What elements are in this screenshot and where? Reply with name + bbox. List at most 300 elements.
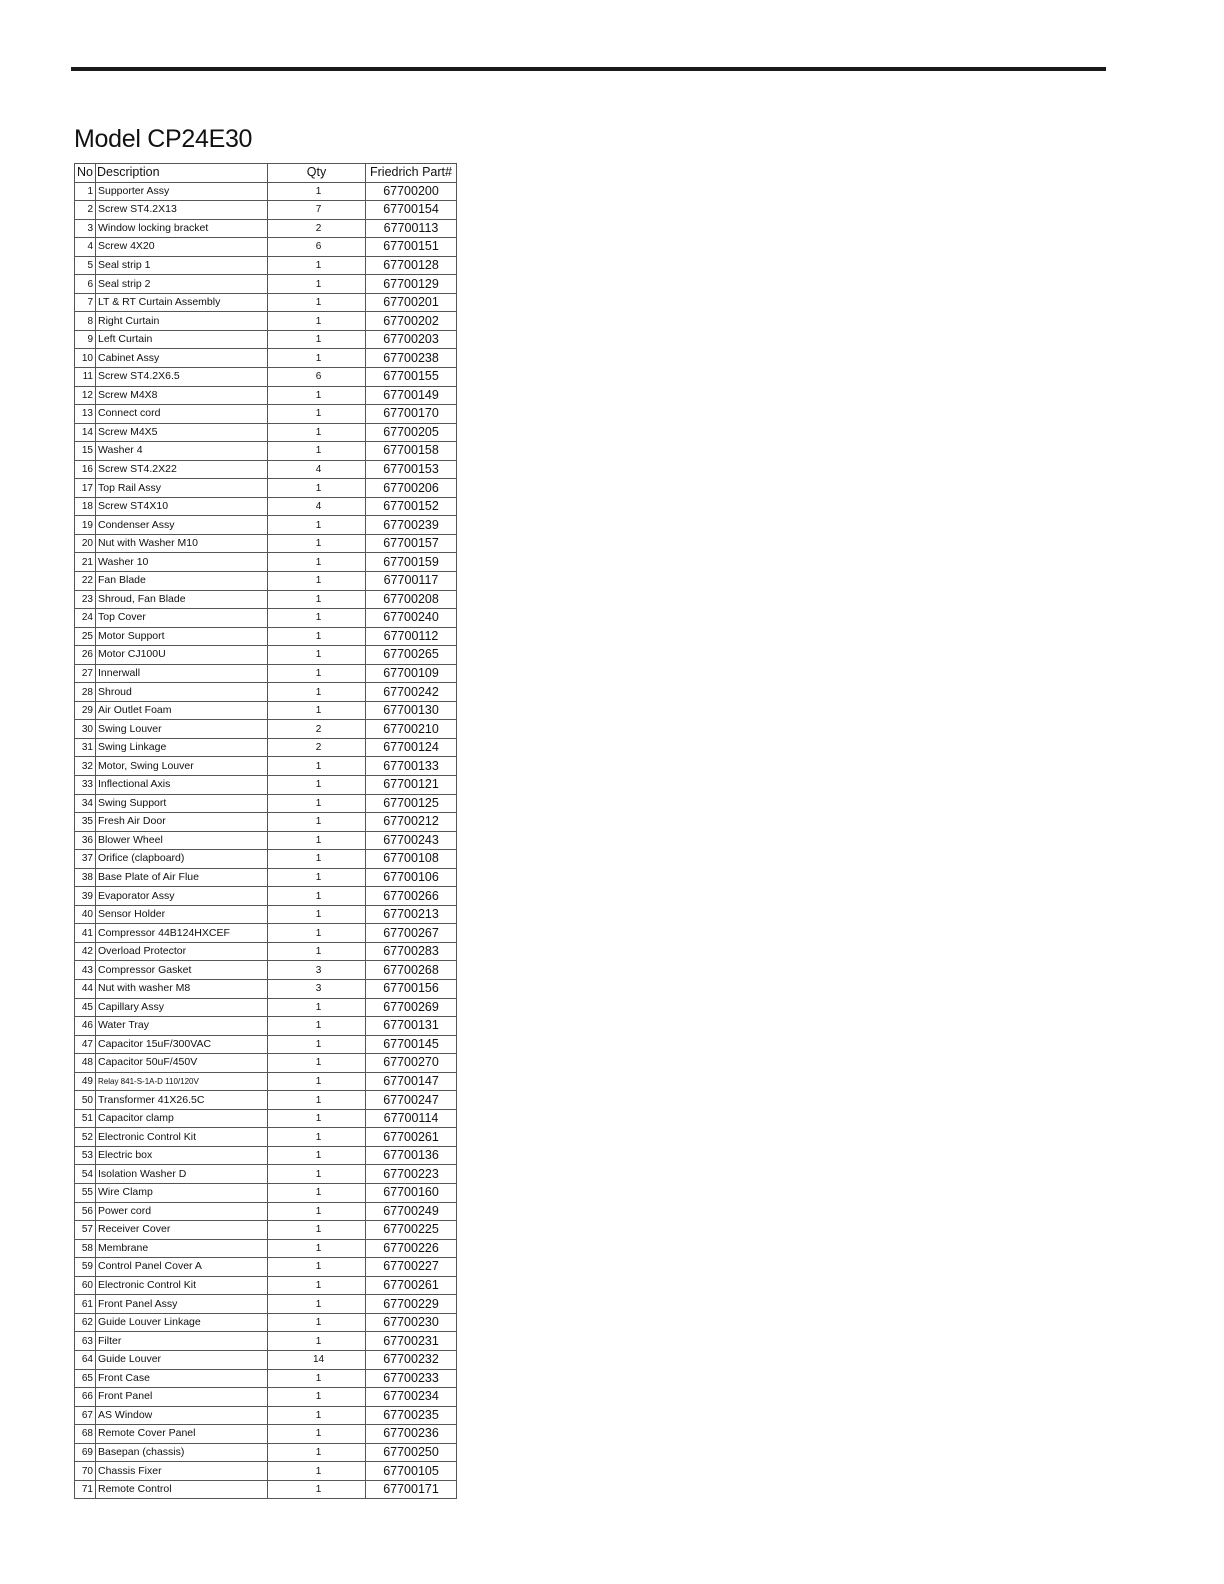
table-row xyxy=(75,1184,457,1203)
cell-description: Nut with Washer M10 xyxy=(96,534,268,553)
cell-description: Capacitor 50uF/450V xyxy=(96,1054,268,1073)
table-row xyxy=(75,330,457,349)
cell-part-number: 67700232 xyxy=(366,1350,457,1369)
cell-qty: 7 xyxy=(268,201,366,220)
cell-part-number: 67700210 xyxy=(366,720,457,739)
cell-description: Guide Louver xyxy=(96,1350,268,1369)
cell-part-number: 67700261 xyxy=(366,1276,457,1295)
cell-no: 44 xyxy=(75,980,96,999)
table-row xyxy=(75,794,457,813)
cell-no: 8 xyxy=(75,312,96,331)
cell-description: Washer 4 xyxy=(96,442,268,461)
cell-no: 51 xyxy=(75,1109,96,1128)
cell-description: Shroud xyxy=(96,683,268,702)
table-row xyxy=(75,219,457,238)
cell-part-number: 67700233 xyxy=(366,1369,457,1388)
cell-description: Membrane xyxy=(96,1239,268,1258)
cell-description: Sensor Holder xyxy=(96,905,268,924)
cell-part-number: 67700159 xyxy=(366,553,457,572)
table-row xyxy=(75,367,457,386)
cell-no: 9 xyxy=(75,330,96,349)
cell-no: 36 xyxy=(75,831,96,850)
cell-description: Compressor Gasket xyxy=(96,961,268,980)
cell-qty: 3 xyxy=(268,961,366,980)
cell-part-number: 67700112 xyxy=(366,627,457,646)
cell-description: Top Rail Assy xyxy=(96,479,268,498)
table-row xyxy=(75,609,457,628)
cell-description: Right Curtain xyxy=(96,312,268,331)
cell-part-number: 67700269 xyxy=(366,998,457,1017)
cell-description: Front Panel xyxy=(96,1388,268,1407)
table-row xyxy=(75,646,457,665)
cell-part-number: 67700147 xyxy=(366,1072,457,1091)
cell-no: 45 xyxy=(75,998,96,1017)
table-row xyxy=(75,516,457,535)
cell-no: 11 xyxy=(75,367,96,386)
cell-part-number: 67700129 xyxy=(366,275,457,294)
cell-no: 66 xyxy=(75,1388,96,1407)
cell-description: Innerwall xyxy=(96,664,268,683)
cell-no: 37 xyxy=(75,850,96,869)
cell-no: 55 xyxy=(75,1184,96,1203)
cell-part-number: 67700206 xyxy=(366,479,457,498)
cell-part-number: 67700238 xyxy=(366,349,457,368)
cell-no: 7 xyxy=(75,293,96,312)
table-row xyxy=(75,1258,457,1277)
cell-part-number: 67700149 xyxy=(366,386,457,405)
table-row xyxy=(75,1313,457,1332)
cell-description: Electronic Control Kit xyxy=(96,1276,268,1295)
cell-part-number: 67700155 xyxy=(366,367,457,386)
cell-qty: 1 xyxy=(268,794,366,813)
cell-qty: 1 xyxy=(268,1276,366,1295)
cell-qty: 1 xyxy=(268,1128,366,1147)
table-row xyxy=(75,1462,457,1481)
table-row xyxy=(75,497,457,516)
table-row xyxy=(75,238,457,257)
cell-part-number: 67700213 xyxy=(366,905,457,924)
table-row xyxy=(75,1295,457,1314)
header-qty: Qty xyxy=(268,164,366,183)
cell-description: Screw M4X5 xyxy=(96,423,268,442)
cell-description: Screw ST4.2X13 xyxy=(96,201,268,220)
cell-description: Chassis Fixer xyxy=(96,1462,268,1481)
cell-no: 2 xyxy=(75,201,96,220)
cell-part-number: 67700201 xyxy=(366,293,457,312)
cell-no: 70 xyxy=(75,1462,96,1481)
cell-no: 71 xyxy=(75,1480,96,1499)
cell-no: 46 xyxy=(75,1017,96,1036)
table-row xyxy=(75,701,457,720)
parts-table xyxy=(74,163,457,1499)
cell-part-number: 67700200 xyxy=(366,182,457,201)
cell-part-number: 67700229 xyxy=(366,1295,457,1314)
cell-no: 29 xyxy=(75,701,96,720)
cell-no: 4 xyxy=(75,238,96,257)
cell-part-number: 67700249 xyxy=(366,1202,457,1221)
table-row xyxy=(75,1480,457,1499)
cell-qty: 1 xyxy=(268,701,366,720)
cell-no: 5 xyxy=(75,256,96,275)
cell-part-number: 67700108 xyxy=(366,850,457,869)
table-row xyxy=(75,460,457,479)
cell-no: 18 xyxy=(75,497,96,516)
table-row xyxy=(75,1350,457,1369)
cell-part-number: 67700156 xyxy=(366,980,457,999)
header-part-number: Friedrich Part# xyxy=(366,164,457,183)
table-row xyxy=(75,1146,457,1165)
cell-description: Condenser Assy xyxy=(96,516,268,535)
table-row xyxy=(75,887,457,906)
cell-description: Cabinet Assy xyxy=(96,349,268,368)
cell-no: 53 xyxy=(75,1146,96,1165)
cell-part-number: 67700266 xyxy=(366,887,457,906)
cell-part-number: 67700239 xyxy=(366,516,457,535)
cell-no: 62 xyxy=(75,1313,96,1332)
cell-qty: 1 xyxy=(268,1035,366,1054)
cell-qty: 1 xyxy=(268,998,366,1017)
table-row xyxy=(75,627,457,646)
cell-qty: 1 xyxy=(268,349,366,368)
table-row xyxy=(75,905,457,924)
cell-part-number: 67700131 xyxy=(366,1017,457,1036)
cell-part-number: 67700243 xyxy=(366,831,457,850)
table-row xyxy=(75,961,457,980)
table-row xyxy=(75,813,457,832)
cell-no: 13 xyxy=(75,405,96,424)
table-row xyxy=(75,479,457,498)
cell-qty: 1 xyxy=(268,1388,366,1407)
cell-qty: 2 xyxy=(268,738,366,757)
cell-part-number: 67700240 xyxy=(366,609,457,628)
table-row xyxy=(75,1035,457,1054)
cell-qty: 1 xyxy=(268,813,366,832)
cell-part-number: 67700236 xyxy=(366,1425,457,1444)
cell-description: Window locking bracket xyxy=(96,219,268,238)
cell-qty: 2 xyxy=(268,219,366,238)
cell-description: Seal strip 2 xyxy=(96,275,268,294)
table-row xyxy=(75,664,457,683)
cell-part-number: 67700270 xyxy=(366,1054,457,1073)
table-row xyxy=(75,1332,457,1351)
cell-part-number: 67700113 xyxy=(366,219,457,238)
table-row xyxy=(75,924,457,943)
cell-part-number: 67700247 xyxy=(366,1091,457,1110)
table-row xyxy=(75,1425,457,1444)
cell-qty: 1 xyxy=(268,553,366,572)
cell-qty: 1 xyxy=(268,442,366,461)
cell-qty: 1 xyxy=(268,1369,366,1388)
cell-no: 17 xyxy=(75,479,96,498)
cell-no: 68 xyxy=(75,1425,96,1444)
cell-no: 27 xyxy=(75,664,96,683)
table-row xyxy=(75,553,457,572)
cell-qty: 4 xyxy=(268,460,366,479)
table-row xyxy=(75,868,457,887)
cell-part-number: 67700223 xyxy=(366,1165,457,1184)
cell-part-number: 67700208 xyxy=(366,590,457,609)
cell-description: Fan Blade xyxy=(96,571,268,590)
cell-qty: 1 xyxy=(268,1313,366,1332)
cell-description: Screw M4X8 xyxy=(96,386,268,405)
cell-part-number: 67700171 xyxy=(366,1480,457,1499)
cell-qty: 1 xyxy=(268,831,366,850)
cell-description: Isolation Washer D xyxy=(96,1165,268,1184)
table-row xyxy=(75,1443,457,1462)
cell-no: 57 xyxy=(75,1221,96,1240)
cell-description: Screw 4X20 xyxy=(96,238,268,257)
table-row xyxy=(75,683,457,702)
cell-description: Swing Linkage xyxy=(96,738,268,757)
cell-part-number: 67700227 xyxy=(366,1258,457,1277)
cell-part-number: 67700267 xyxy=(366,924,457,943)
table-row xyxy=(75,831,457,850)
cell-no: 49 xyxy=(75,1072,96,1091)
cell-description: Electric box xyxy=(96,1146,268,1165)
cell-description: Wire Clamp xyxy=(96,1184,268,1203)
cell-qty: 1 xyxy=(268,1221,366,1240)
cell-qty: 1 xyxy=(268,256,366,275)
cell-no: 22 xyxy=(75,571,96,590)
table-row xyxy=(75,776,457,795)
table-row xyxy=(75,1388,457,1407)
cell-description: Motor, Swing Louver xyxy=(96,757,268,776)
cell-part-number: 67700231 xyxy=(366,1332,457,1351)
cell-qty: 1 xyxy=(268,1462,366,1481)
cell-part-number: 67700117 xyxy=(366,571,457,590)
cell-no: 24 xyxy=(75,609,96,628)
table-row xyxy=(75,1109,457,1128)
cell-description: Compressor 44B124HXCEF xyxy=(96,924,268,943)
cell-part-number: 67700234 xyxy=(366,1388,457,1407)
cell-description: Evaporator Assy xyxy=(96,887,268,906)
table-row xyxy=(75,942,457,961)
cell-qty: 1 xyxy=(268,1165,366,1184)
table-row xyxy=(75,534,457,553)
cell-description: Swing Louver xyxy=(96,720,268,739)
cell-description: Water Tray xyxy=(96,1017,268,1036)
cell-no: 61 xyxy=(75,1295,96,1314)
cell-part-number: 67700235 xyxy=(366,1406,457,1425)
cell-qty: 1 xyxy=(268,479,366,498)
cell-description: Screw ST4X10 xyxy=(96,497,268,516)
cell-no: 50 xyxy=(75,1091,96,1110)
table-row xyxy=(75,738,457,757)
cell-qty: 1 xyxy=(268,1109,366,1128)
cell-no: 28 xyxy=(75,683,96,702)
cell-no: 33 xyxy=(75,776,96,795)
table-row xyxy=(75,571,457,590)
cell-no: 43 xyxy=(75,961,96,980)
table-row xyxy=(75,1406,457,1425)
cell-description: Screw ST4.2X6.5 xyxy=(96,367,268,386)
cell-description: Fresh Air Door xyxy=(96,813,268,832)
cell-part-number: 67700205 xyxy=(366,423,457,442)
cell-qty: 1 xyxy=(268,683,366,702)
cell-part-number: 67700124 xyxy=(366,738,457,757)
cell-no: 31 xyxy=(75,738,96,757)
cell-qty: 1 xyxy=(268,1425,366,1444)
cell-qty: 1 xyxy=(268,571,366,590)
cell-part-number: 67700153 xyxy=(366,460,457,479)
cell-part-number: 67700268 xyxy=(366,961,457,980)
header-no: No xyxy=(75,164,96,183)
parts-table-body xyxy=(75,182,457,1499)
cell-no: 65 xyxy=(75,1369,96,1388)
cell-qty: 1 xyxy=(268,516,366,535)
header-rule xyxy=(71,67,1106,71)
cell-part-number: 67700157 xyxy=(366,534,457,553)
cell-qty: 1 xyxy=(268,776,366,795)
cell-qty: 1 xyxy=(268,1239,366,1258)
cell-qty: 1 xyxy=(268,757,366,776)
table-row xyxy=(75,1128,457,1147)
cell-qty: 1 xyxy=(268,1072,366,1091)
cell-description: Remote Control xyxy=(96,1480,268,1499)
cell-qty: 1 xyxy=(268,1091,366,1110)
cell-no: 3 xyxy=(75,219,96,238)
cell-part-number: 67700170 xyxy=(366,405,457,424)
cell-description: AS Window xyxy=(96,1406,268,1425)
cell-description: Orifice (clapboard) xyxy=(96,850,268,869)
cell-qty: 1 xyxy=(268,423,366,442)
cell-no: 38 xyxy=(75,868,96,887)
table-row xyxy=(75,256,457,275)
cell-qty: 1 xyxy=(268,275,366,294)
cell-no: 58 xyxy=(75,1239,96,1258)
cell-description: Transformer 41X26.5C xyxy=(96,1091,268,1110)
cell-qty: 1 xyxy=(268,868,366,887)
cell-description: Motor Support xyxy=(96,627,268,646)
cell-description: Electronic Control Kit xyxy=(96,1128,268,1147)
cell-part-number: 67700265 xyxy=(366,646,457,665)
cell-qty: 1 xyxy=(268,1332,366,1351)
cell-description: Capacitor 15uF/300VAC xyxy=(96,1035,268,1054)
cell-part-number: 67700160 xyxy=(366,1184,457,1203)
cell-description: LT & RT Curtain Assembly xyxy=(96,293,268,312)
cell-qty: 1 xyxy=(268,590,366,609)
cell-description: Washer 10 xyxy=(96,553,268,572)
cell-no: 54 xyxy=(75,1165,96,1184)
table-row xyxy=(75,1369,457,1388)
cell-description: Base Plate of Air Flue xyxy=(96,868,268,887)
cell-no: 42 xyxy=(75,942,96,961)
cell-description: Remote Cover Panel xyxy=(96,1425,268,1444)
table-row xyxy=(75,1276,457,1295)
cell-qty: 1 xyxy=(268,905,366,924)
cell-part-number: 67700283 xyxy=(366,942,457,961)
cell-no: 14 xyxy=(75,423,96,442)
table-row xyxy=(75,1221,457,1240)
cell-part-number: 67700145 xyxy=(366,1035,457,1054)
table-row xyxy=(75,405,457,424)
cell-no: 12 xyxy=(75,386,96,405)
cell-no: 60 xyxy=(75,1276,96,1295)
cell-qty: 1 xyxy=(268,942,366,961)
cell-no: 48 xyxy=(75,1054,96,1073)
cell-description: Blower Wheel xyxy=(96,831,268,850)
cell-qty: 1 xyxy=(268,627,366,646)
cell-qty: 1 xyxy=(268,312,366,331)
cell-description: Motor CJ100U xyxy=(96,646,268,665)
cell-part-number: 67700109 xyxy=(366,664,457,683)
cell-description: Control Panel Cover A xyxy=(96,1258,268,1277)
cell-description: Overload Protector xyxy=(96,942,268,961)
cell-description: Nut with washer M8 xyxy=(96,980,268,999)
header-description: Description xyxy=(96,164,268,183)
table-row xyxy=(75,720,457,739)
cell-no: 1 xyxy=(75,182,96,201)
cell-qty: 1 xyxy=(268,1406,366,1425)
cell-description: Air Outlet Foam xyxy=(96,701,268,720)
cell-part-number: 67700242 xyxy=(366,683,457,702)
table-row xyxy=(75,998,457,1017)
cell-qty: 1 xyxy=(268,1295,366,1314)
cell-no: 25 xyxy=(75,627,96,646)
cell-qty: 1 xyxy=(268,850,366,869)
cell-part-number: 67700151 xyxy=(366,238,457,257)
cell-qty: 1 xyxy=(268,1184,366,1203)
cell-description: Basepan (chassis) xyxy=(96,1443,268,1462)
page-title: Model CP24E30 xyxy=(74,125,253,153)
cell-description: Front Case xyxy=(96,1369,268,1388)
cell-description: Inflectional Axis xyxy=(96,776,268,795)
cell-no: 40 xyxy=(75,905,96,924)
cell-qty: 1 xyxy=(268,293,366,312)
cell-description: Top Cover xyxy=(96,609,268,628)
cell-part-number: 67700106 xyxy=(366,868,457,887)
cell-description: Filter xyxy=(96,1332,268,1351)
cell-part-number: 67700261 xyxy=(366,1128,457,1147)
table-row xyxy=(75,349,457,368)
cell-no: 20 xyxy=(75,534,96,553)
cell-qty: 1 xyxy=(268,1146,366,1165)
table-row xyxy=(75,275,457,294)
cell-qty: 1 xyxy=(268,386,366,405)
cell-no: 30 xyxy=(75,720,96,739)
cell-qty: 14 xyxy=(268,1350,366,1369)
cell-no: 26 xyxy=(75,646,96,665)
cell-qty: 1 xyxy=(268,182,366,201)
cell-no: 39 xyxy=(75,887,96,906)
cell-qty: 1 xyxy=(268,1017,366,1036)
cell-no: 52 xyxy=(75,1128,96,1147)
table-row xyxy=(75,980,457,999)
cell-description: Supporter Assy xyxy=(96,182,268,201)
cell-part-number: 67700203 xyxy=(366,330,457,349)
table-row xyxy=(75,182,457,201)
cell-description: Capacitor clamp xyxy=(96,1109,268,1128)
cell-qty: 2 xyxy=(268,720,366,739)
table-row xyxy=(75,1202,457,1221)
cell-description: Receiver Cover xyxy=(96,1221,268,1240)
cell-qty: 1 xyxy=(268,330,366,349)
cell-no: 6 xyxy=(75,275,96,294)
cell-part-number: 67700154 xyxy=(366,201,457,220)
table-row xyxy=(75,293,457,312)
cell-qty: 1 xyxy=(268,887,366,906)
table-row xyxy=(75,386,457,405)
cell-no: 56 xyxy=(75,1202,96,1221)
cell-part-number: 67700212 xyxy=(366,813,457,832)
table-row xyxy=(75,757,457,776)
cell-part-number: 67700225 xyxy=(366,1221,457,1240)
cell-no: 47 xyxy=(75,1035,96,1054)
table-row xyxy=(75,1017,457,1036)
cell-qty: 3 xyxy=(268,980,366,999)
cell-no: 16 xyxy=(75,460,96,479)
table-row xyxy=(75,1054,457,1073)
